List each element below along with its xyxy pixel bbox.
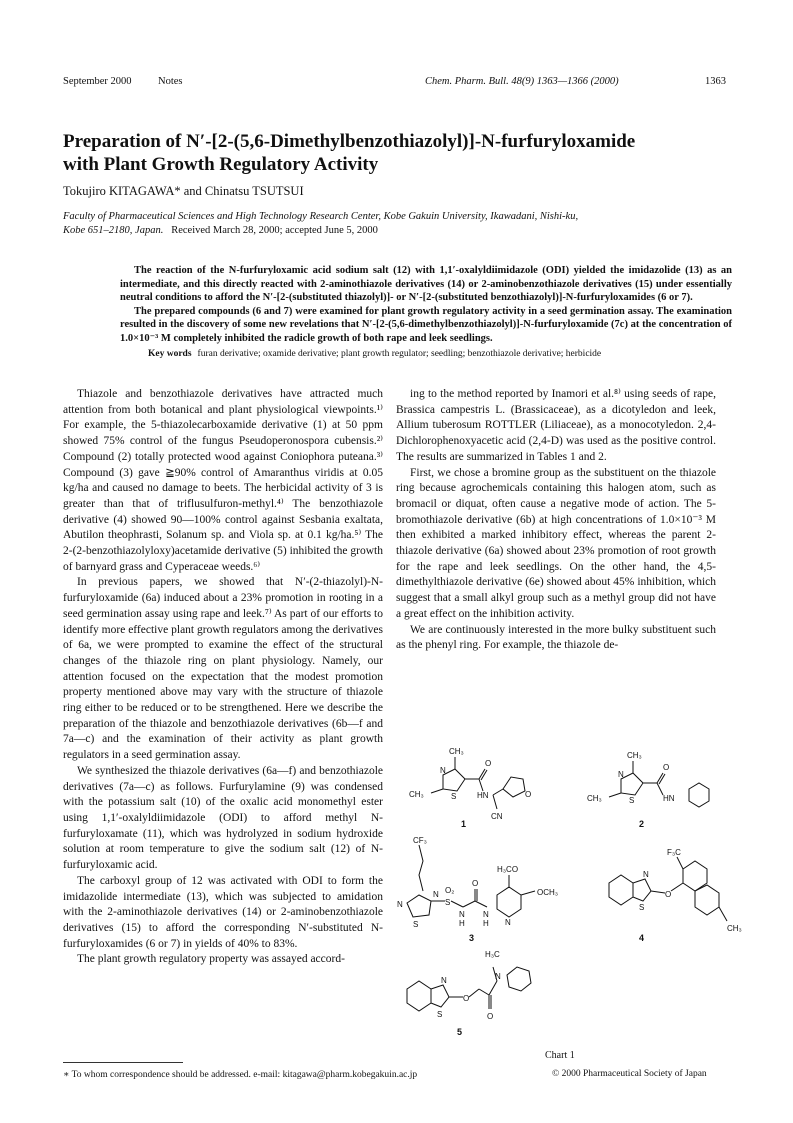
title-line-1: Preparation of N′-[2-(5,6-Dimethylbenzothiazolyl)]-N-furfuryloxamide (63, 131, 636, 152)
body-paragraph: In previous papers, we showed that N′-(2-thiazolyl)-N-furfuryloxamide (6a) induced about a 23% promotion in rooting in a seed germination assay using rape and leek.⁷⁾ As part of our efforts to identify more effective plant growth regulators among the derivatives of 6a, we were prompted to examine the effect of the structural changes of the thiazole ring on plant physiology. Namely, our attention focused on the expectation that the modest promotion property mentioned above may vary with the structure of thiazole ring either to be reduced or to be strengthened. Here we describe the preparation of the thiazole and benzothiazole derivatives (6b—f and 7a—c) and the examination of their activity as plant growth regulators in a seed germination assay. (63, 576, 383, 762)
atom-label: CN (491, 812, 503, 821)
atom-label: O (485, 759, 492, 768)
atom-label: H (459, 919, 465, 928)
atom-label: F₃C (667, 848, 681, 857)
compound-5-benzo-ring (407, 981, 431, 1011)
atom-label: S (629, 796, 635, 805)
atom-label: OCH₃ (537, 888, 559, 897)
atom-label: O₂ (445, 886, 455, 895)
atom-label: CH₃ (449, 747, 464, 756)
atom-label: O (525, 790, 532, 799)
body-paragraph: The carboxyl group of 12 was activated with ODI to form the imidazolide intermediate (13), which was subjected to amidation with the 2-aminothiazole derivatives (14) or 2-aminobenzothiazole derivatives (15) to afford the corresponding N′-substituted N-furfuryloxamides (6 or 7) in yields of 40% to 83%. (63, 874, 383, 950)
compound-5-phenyl-ring (507, 967, 531, 991)
affiliation (63, 210, 743, 238)
atom-label: S (445, 898, 451, 907)
compound-3-triazine-ring (497, 887, 521, 917)
atom-label: S (413, 920, 419, 929)
copyright: © 2000 Pharmaceutical Society of Japan (552, 1069, 707, 1079)
atom-label: HN (663, 794, 675, 803)
header-section: Notes (158, 76, 183, 87)
atom-label: O (487, 1012, 494, 1021)
atom-label: HN (477, 791, 489, 800)
compound-number-5: 5 (457, 1027, 463, 1037)
received-dates: Received March 28, 2000; accepted June 5, 2000 (171, 225, 378, 236)
chart-1-structures (393, 735, 742, 1045)
atom-label: O (463, 994, 470, 1003)
atom-label: N (643, 870, 649, 879)
atom-label: CH₃ (627, 751, 642, 760)
abstract-paragraph-1: The reaction of the N-furfuryloxamic acid sodium salt (12) with 1,1′-oxalyldiimidazole (ODI) yielded the imidazolide (13) as an intermediate, and this directly reacted with 2-aminothiazole derivatives (14) or 2-aminobenzothiazole derivatives (15) under essentially neutral conditions to afford the N′-[2-(substituted thiazolyl)]- or N′-[2-(substituted benzothiazolyl)]-N-furfuryloxamides (6 or 7). (120, 265, 732, 304)
compound-number-3: 3 (469, 933, 475, 943)
affiliation-line-1: Faculty of Pharmaceutical Sciences and High Technology Research Center, Kobe Gakuin University, Ikawadani, Nishi-ku, (63, 211, 579, 222)
keywords-text: furan derivative; oxamide derivative; plant growth regulator; seedling; benzothiazole derivative; herbicide (197, 349, 602, 359)
body-paragraph: We are continuously interested in the more bulky substituent such as the phenyl ring. For example, the thiazole de- (396, 623, 716, 652)
atom-label: N (459, 910, 465, 919)
atom-label: CH₃ (409, 790, 424, 799)
body-paragraph: ing to the method reported by Inamori et al.⁸⁾ using seeds of rape, Brassica campestris L. (Brassicaceae), as a dicotyledon and leek, Allium tuberosum ROTTLER (Liliaceae), as a monocotyledon. 2,4-Dichlorophenoxyacetic acid (2,4-D) was used as the positive control. The results are summarized in Tables 1 and 2. (396, 388, 716, 463)
compound-4-benzo-ring (609, 875, 633, 905)
compound-4-phenyl-ring-b (695, 885, 719, 915)
keywords-label: Key words (148, 349, 192, 359)
footnote: ∗ To whom correspondence should be addressed. e-mail: kitagawa@pharm.kobegakuin.ac.jp (63, 1070, 418, 1080)
abstract-paragraph-2: The prepared compounds (6 and 7) were examined for plant growth regulatory activity in a seed germination assay. The examination resulted in the discovery of some new revelations that N′-[2-(5,6-dimethylbenzothiazolyl)]-N-furfuryloxamide (7c) at the concentration of 1.0×10⁻³ M completely inhibited the radicle growth of both rape and leek seedlings. (120, 305, 732, 344)
compound-1-thiazole-ring (443, 769, 465, 791)
atom-label: H (483, 919, 489, 928)
header-date: September 2000 (63, 76, 132, 87)
atom-label: O (472, 879, 479, 888)
compound-2-thiazole-ring (621, 773, 643, 795)
atom-label: N (397, 900, 403, 909)
chart-caption: Chart 1 (545, 1050, 575, 1061)
atom-label: S (451, 792, 457, 801)
body-paragraph: We synthesized the thiazole derivatives (6a—f) and benzothiazole derivatives (7a—c) as follows. Furfurylamine (9) was condensed with the potassium salt (10) of the oxalic acid monomethyl ester using 1,1′-oxalyldiimidazole (ODI) to afford methyl N-furfuryloxamate (11), which was hydrolyzed in sodium hydroxide solution at room temperature to give the sodium salt (12) of N-furfuryloxamic acid. (63, 764, 383, 872)
atom-label: O (663, 763, 670, 772)
atom-label: N (505, 918, 511, 927)
compound-5-thiazole-ring (431, 985, 449, 1007)
compound-2-phenyl-ring (689, 783, 709, 807)
atom-label: N (441, 976, 447, 985)
header-page-number: 1363 (705, 76, 726, 87)
atom-label: N (495, 972, 501, 981)
atom-label: H₃C (485, 950, 500, 959)
atom-label: N (433, 890, 439, 899)
atom-label: N (440, 766, 446, 775)
atom-label: CH₃ (587, 794, 602, 803)
atom-label: H₃CO (497, 865, 519, 874)
body-paragraph: Thiazole and benzothiazole derivatives have attracted much attention from both botanical and plant physiological viewpoints.¹⁾ For example, the 5-thiazolecarboxamide derivative (1) at 50 ppm showed 75% control of the fungus Pseudoperonospora cubensis.²⁾ Compound (2) totally protected wood against Coniophora puteana.³⁾ Compound (3) gave ≧90% control of Amaranthus viridis at 0.05 kg/ha and caused no damage to beets. The herbicidal activity of 3 is greater than that of triflusulfuron-methyl.⁴⁾ The benzothiazole derivative (4) showed 90—100% control against Sesbania exaltata, Abutilon theophrasti, Solanum sp. and Viola sp. at 0.1 kg/ha.⁵⁾ The 2-(2-benzothiazolyloxy)acetamide derivative (5) inhibited the growth of barnyard grass and Cyperaceae weeds.⁶⁾ (63, 388, 383, 573)
body-left-column (63, 387, 383, 968)
compound-4-thiazole-ring (633, 879, 651, 901)
header-journal: Chem. Pharm. Bull. 48(9) 1363—1366 (2000) (425, 76, 619, 87)
title-line-2: with Plant Growth Regulatory Activity (63, 154, 379, 175)
atom-label: O (665, 890, 672, 899)
compound-number-2: 2 (639, 819, 645, 829)
atom-label: S (437, 1010, 443, 1019)
authors: Tokujiro KITAGAWA* and Chinatsu TSUTSUI (63, 184, 304, 198)
body-right-column (396, 387, 716, 654)
atom-label: N (483, 910, 489, 919)
affiliation-line-2: Kobe 651–2180, Japan. (63, 225, 164, 236)
atom-label: N (618, 770, 624, 779)
compound-3-thiadiazole-ring (407, 895, 431, 917)
body-paragraph: First, we chose a bromine group as the substituent on the thiazole ring because agrochemicals containing this halogen atom, such as bromacil or diquat, often cause a negative mode of action. The 5-bromothiazole derivative (6b) at high concentrations of 1.0×10⁻³ M then exhibited a marked inhibitory effect, whereas the parent 2-thiazole derivative (6a) showed about 23% promotion of root growth for the rape and leek seedlings. On the other hand, the 4,5-dimethylthiazole derivative (6e) showed about 45% inhibition, which suggest that a small alkyl group such as a methyl group did not have a great effect on the inhibition activity. (396, 466, 716, 620)
abstract (120, 264, 732, 346)
article-title (63, 130, 743, 176)
atom-label: S (639, 903, 645, 912)
keywords (148, 349, 738, 359)
body-paragraph: The plant growth regulatory property was assayed accord- (77, 953, 345, 966)
compound-1-furan-ring (503, 777, 525, 797)
atom-label: CH₃ (727, 924, 742, 933)
compound-number-1: 1 (461, 819, 467, 829)
atom-label: CF₃ (413, 836, 427, 845)
compound-number-4: 4 (639, 933, 645, 943)
footnote-rule (63, 1062, 183, 1063)
